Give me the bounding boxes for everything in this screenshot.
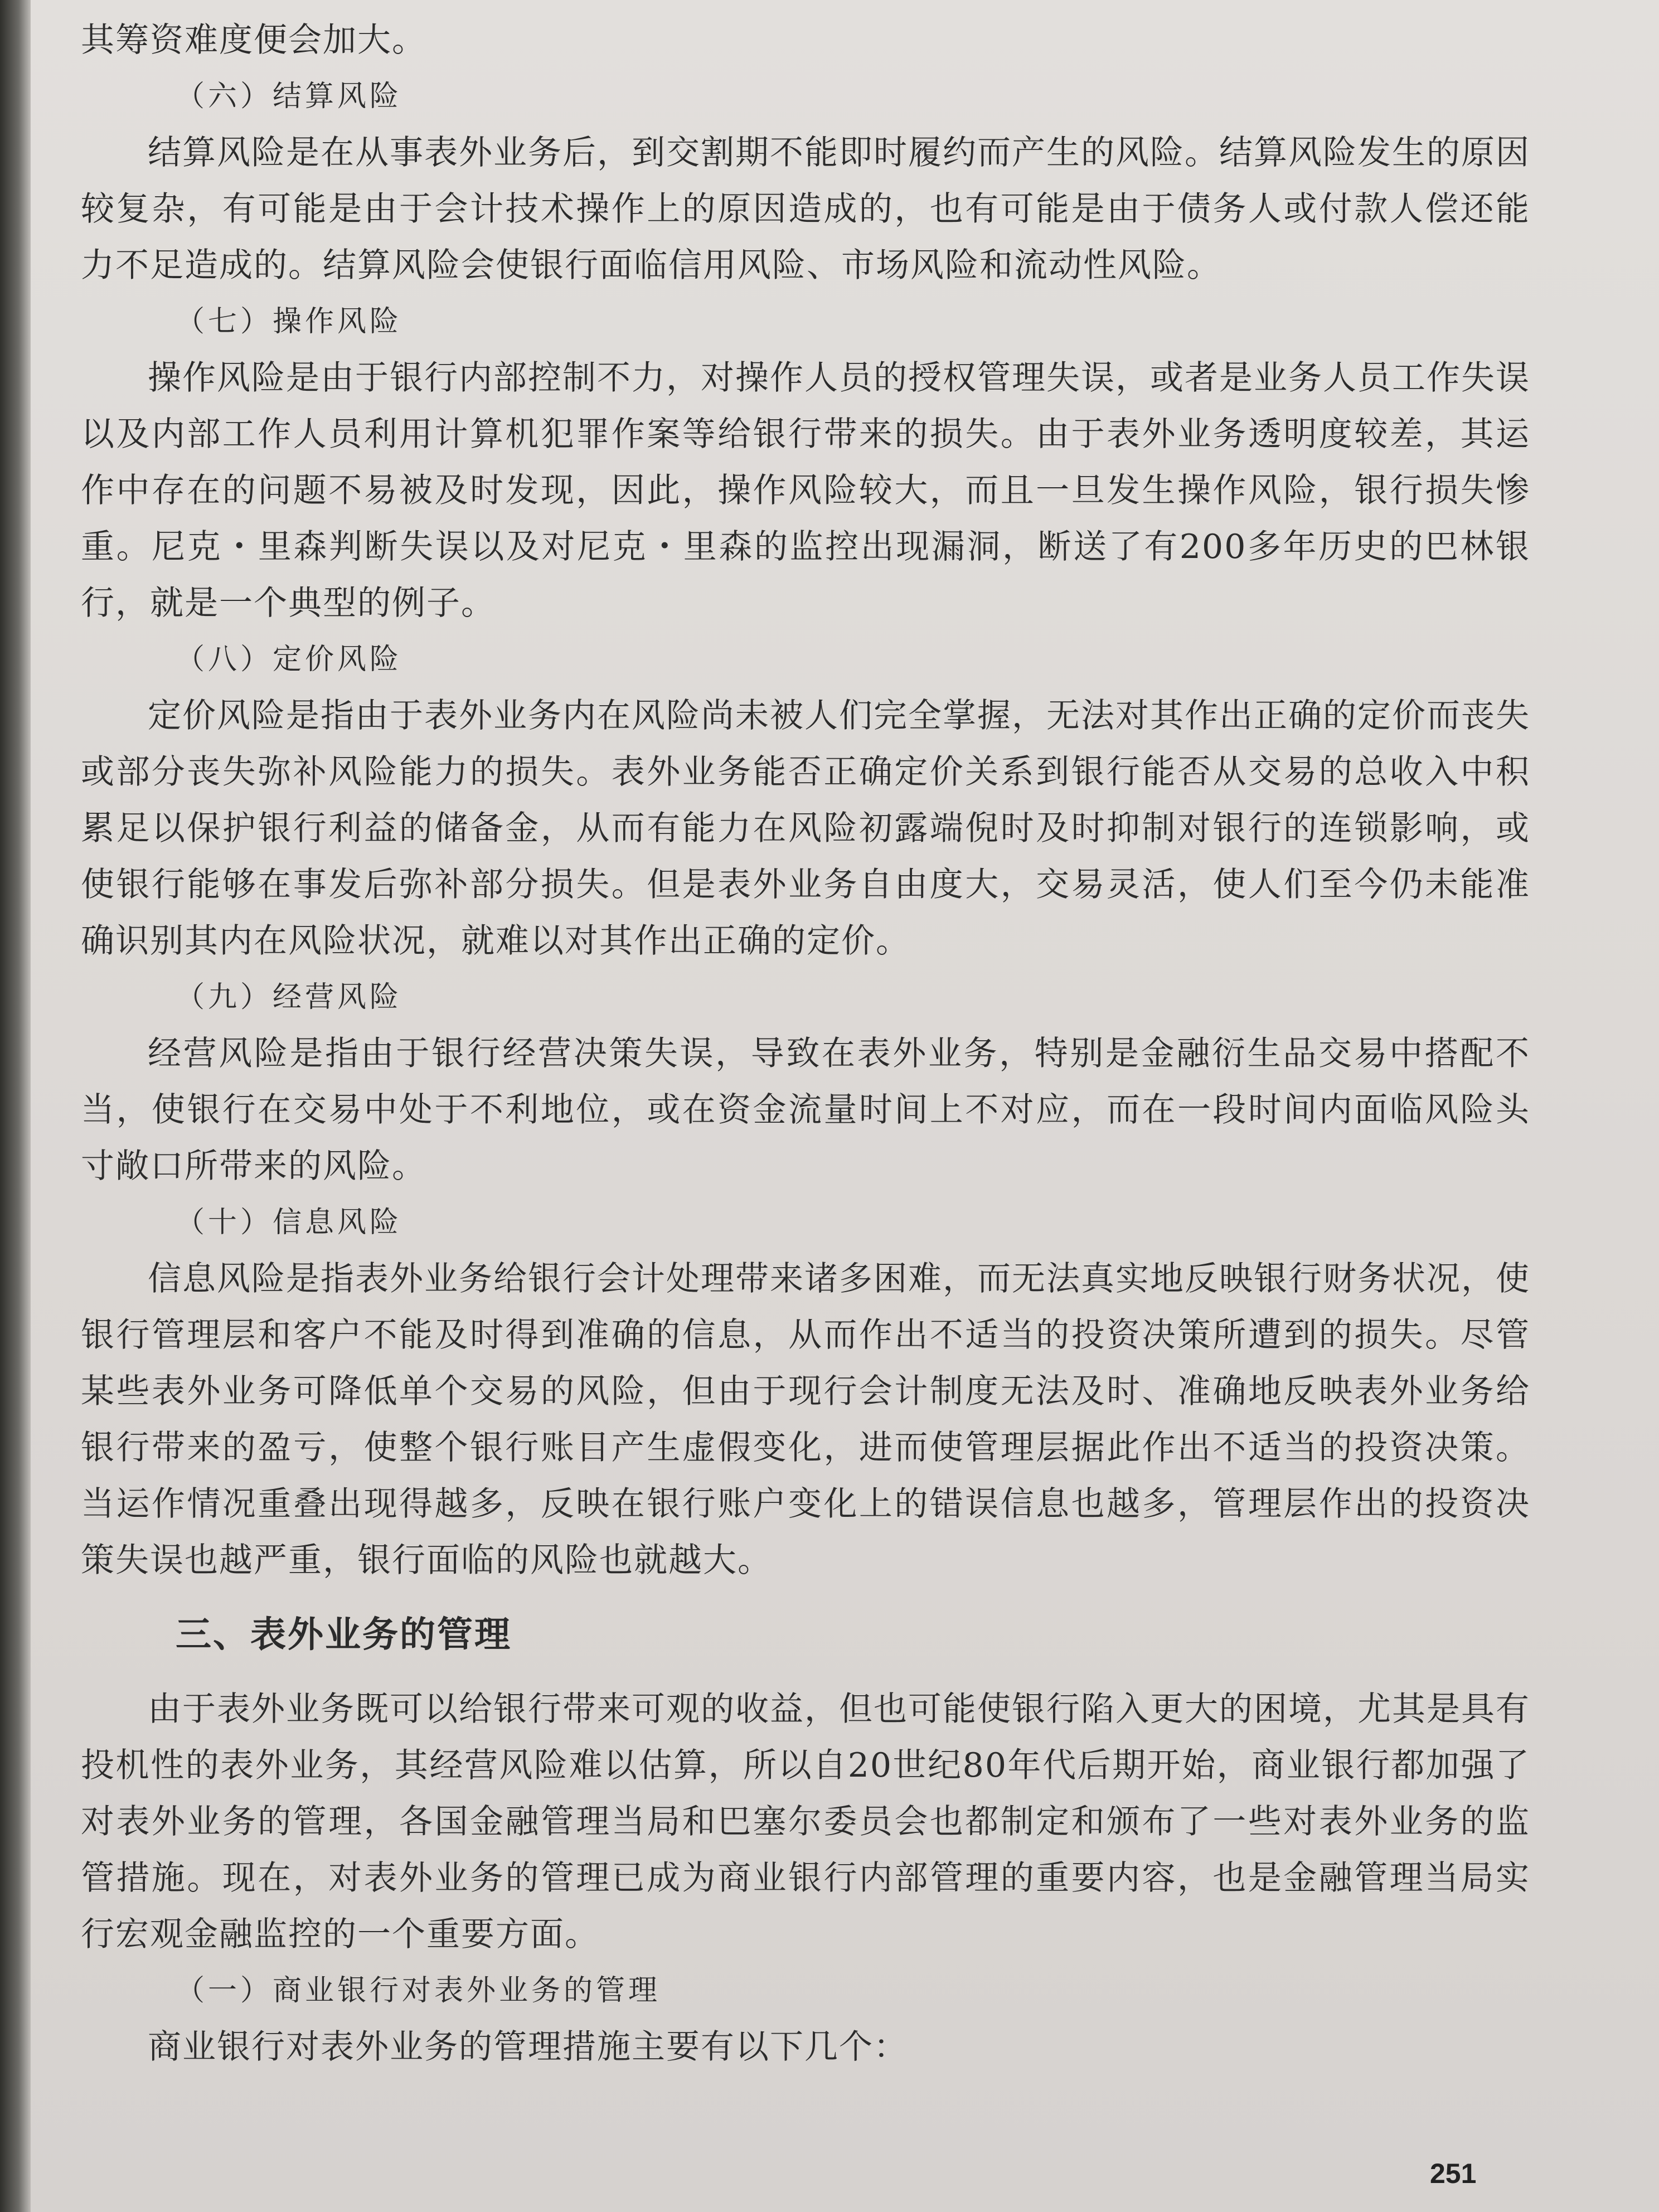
paragraph-settlement-risk: 结算风险是在从事表外业务后，到交割期不能即时履约而产生的风险。结算风险发生的原因较复杂，有可能是由于会计技术操作上的原因造成的，也有可能是由于债务人或付款人偿还能力不足造成的。结算风险会使银行面临信用风险、市场风险和流动性风险。 [81, 133, 1530, 285]
chapter-heading: 三、表外业务的管理 [176, 1614, 512, 1656]
page-content [81, 12, 1530, 2075]
paragraph-business-risk: 经营风险是指由于银行经营决策失误，导致在表外业务，特别是金融衍生品交易中搭配不当，使银行在交易中处于不利地位，或在资金流量时间上不对应，而在一段时间内面临风险头寸敞口所带来的风险。 [81, 1034, 1530, 1186]
section-heading-business-risk: （九）经营风险 [176, 981, 402, 1014]
chapter-intro-paragraph: 由于表外业务既可以给银行带来可观的收益，但也可能使银行陷入更大的困境，尤其是具有投机性的表外业务，其经营风险难以估算，所以自20世纪80年代后期开始，商业银行都加强了对表外业务的管理，各国金融管理当局和巴塞尔委员会也都制定和颁布了一些对表外业务的监管措施。现在，对表外业务的管理已成为商业银行内部管理的重要内容，也是金融管理当局实行宏观金融监控的一个重要方面。 [81, 1690, 1530, 1954]
section-heading-operational-risk: （七）操作风险 [176, 305, 402, 338]
paragraph-information-risk: 信息风险是指表外业务给银行会计处理带来诸多困难，而无法真实地反映银行财务状况，使银行管理层和客户不能及时得到准确的信息，从而作出不适当的投资决策所遭到的损失。尽管某些表外业务可降低单个交易的风险，但由于现行会计制度无法及时、准确地反映表外业务给银行带来的盈亏，使整个银行账目产生虚假变化，进而使管理层据此作出不适当的投资决策。当运作情况重叠出现得越多，反映在银行账户变化上的错误信息也越多，管理层作出的投资决策失误也越严重，银行面临的风险也就越大。 [81, 1259, 1530, 1580]
section-heading-information-risk: （十）信息风险 [176, 1206, 402, 1239]
paragraph-operational-risk: 操作风险是由于银行内部控制不力，对操作人员的授权管理失误，或者是业务人员工作失误以及内部工作人员利用计算机犯罪作案等给银行带来的损失。由于表外业务透明度较差，其运作中存在的问题不易被及时发现，因此，操作风险较大，而且一旦发生操作风险，银行损失惨重。尼克・里森判断失误以及对尼克・里森的监控出现漏洞，断送了有200多年历史的巴林银行，就是一个典型的例子。 [81, 358, 1530, 623]
subsection-heading: （一）商业银行对表外业务的管理 [176, 1974, 661, 2007]
paragraph-pricing-risk: 定价风险是指由于表外业务内在风险尚未被人们完全掌握，无法对其作出正确的定价而丧失或部分丧失弥补风险能力的损失。表外业务能否正确定价关系到银行能否从交易的总收入中积累足以保护银行利益的储备金，从而有能力在风险初露端倪时及时抑制对银行的连锁影响，或使银行能够在事发后弥补部分损失。但是表外业务自由度大，交易灵活，使人们至今仍未能准确识别其内在风险状况，就难以对其作出正确的定价。 [81, 696, 1530, 961]
subsection-lead-paragraph: 商业银行对表外业务的管理措施主要有以下几个： [148, 2027, 908, 2067]
book-page [31, 0, 1659, 2212]
continuation-text: 其筹资难度便会加大。 [81, 21, 426, 60]
book-spine-shadow [0, 0, 31, 2212]
section-heading-pricing-risk: （八）定价风险 [176, 643, 402, 676]
section-heading-settlement-risk: （六）结算风险 [176, 80, 402, 113]
page-number: 251 [1430, 2158, 1477, 2189]
